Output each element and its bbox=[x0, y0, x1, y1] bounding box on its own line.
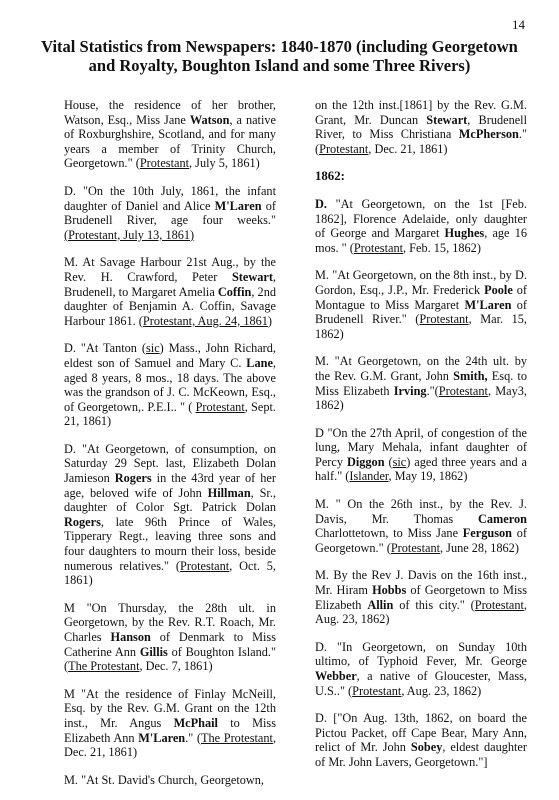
record-entry bbox=[315, 497, 527, 555]
record-entry bbox=[64, 184, 276, 242]
surname: Sobey bbox=[410, 740, 443, 755]
entry-text: D. "In Georgetown, on Sunday 10th ultimo, of Typhoid Fever, Mr. George bbox=[315, 639, 527, 669]
record-entry bbox=[315, 197, 527, 255]
entry-text: , June 28, 1862) bbox=[440, 540, 519, 555]
entry-text: , 2nd daughter of Benjamin A. Coffin, Savage Harbour 1861. ( bbox=[64, 284, 276, 328]
entry-text: , Mar. 15, 1862) bbox=[315, 312, 527, 341]
surname: Allin bbox=[367, 597, 394, 612]
surname: Rogers bbox=[64, 514, 101, 529]
source-reference: Protestant bbox=[319, 141, 369, 156]
record-entry bbox=[315, 354, 527, 412]
record-entry bbox=[64, 773, 276, 788]
entry-text: on the 12th inst.[1861] by the Rev. G.M. Grant, Mr. Duncan bbox=[315, 98, 527, 127]
record-entry bbox=[64, 687, 276, 760]
entry-text: M "On Thursday, the 28th ult. in Georgetown, by the Rev. R.T. Roach, Mr. Charles bbox=[64, 600, 276, 644]
page-title: Vital Statistics from Newspapers: 1840-1870 (including Georgetown and Royalty, Boughton Island and some Three Rivers) bbox=[41, 37, 518, 75]
surname: Diggon bbox=[346, 454, 385, 469]
entry-text: D. "At Tanton ( bbox=[64, 341, 146, 356]
entry-text: , Sr., daughter of Color Sgt. Patrick Dolan bbox=[64, 485, 276, 515]
entry-text: Charlottetown, to Miss Jane bbox=[315, 526, 463, 541]
entry-text: D "On the 27th April, of congestion of the lung, Mary Mehala, infant daughter of Percy bbox=[315, 425, 527, 469]
entry-text: , a native of Roxburghshire, Scotland, and for many years a member of Trinity Church, Georgetown." ( bbox=[64, 112, 276, 171]
surname: Stewart bbox=[231, 269, 273, 284]
entry-text: , July 5, 1861) bbox=[189, 156, 260, 171]
source-reference: Protestant bbox=[180, 558, 230, 573]
entry-text: , Aug. 23, 1862) bbox=[315, 597, 527, 627]
record-entry bbox=[315, 268, 527, 341]
record-entry bbox=[315, 568, 527, 626]
surname: Smith, bbox=[453, 368, 488, 383]
surname: McPherson bbox=[458, 127, 519, 142]
source-reference: Protestant bbox=[419, 312, 469, 327]
surname: Coffin bbox=[217, 284, 252, 299]
source-reference: (Protestant, July 13, 1861) bbox=[64, 227, 195, 242]
entry-text: ( bbox=[384, 454, 393, 469]
entry-text: of this city." ( bbox=[393, 597, 475, 612]
entry-text: M. " On the 26th inst., by the Rev. J. Davis, Mr. Thomas bbox=[315, 497, 527, 526]
entry-text: of Denmark to Miss Catherine Ann bbox=[64, 630, 277, 659]
entry-text: "At Georgetown, on the 1st [Feb. 1862], Florence Adelaide, only daughter of George and Margaret bbox=[315, 196, 527, 241]
entry-text: , Dec. 7, 1861) bbox=[139, 659, 213, 674]
entry-text: , Dec. 21, 1861) bbox=[64, 730, 277, 760]
surname: M'Laren bbox=[214, 198, 262, 213]
source-reference: Islander bbox=[349, 469, 389, 484]
entry-text: , May 19, 1862) bbox=[388, 469, 468, 484]
entry-text: , May3, 1862) bbox=[315, 383, 527, 413]
entry-text: ) aged three years and a half." ( bbox=[315, 454, 528, 484]
entry-text: M. "At St. David's Church, Georgetown, bbox=[64, 772, 264, 787]
record-entry bbox=[315, 426, 527, 484]
record-entry bbox=[315, 640, 527, 698]
entry-text: , Dec. 21, 1861) bbox=[368, 141, 448, 156]
entry-text: , Brudenell, to Margaret Amelia bbox=[64, 269, 276, 299]
entry-text: , a native of Gloucester, Mass, U.S.." ( bbox=[315, 669, 527, 698]
record-entry bbox=[64, 98, 276, 171]
record-entry bbox=[64, 255, 276, 328]
entry-text: M "At the residence of Finlay McNeill, Esq. by the Rev. G.M. Grant on the 12th inst., Mr. Angus bbox=[64, 686, 276, 730]
surname: McPhail bbox=[173, 715, 218, 730]
surname: Webber bbox=[315, 669, 357, 683]
surname: Poole bbox=[484, 282, 513, 297]
entry-text: , Feb. 15, 1862) bbox=[403, 240, 481, 255]
entry-text: House, the residence of her brother, Watson, Esq., Miss Jane bbox=[64, 98, 276, 127]
source-reference: The Protestant bbox=[200, 730, 273, 745]
entry-text: , age 16 mos. " ( bbox=[315, 226, 527, 255]
entry-text: D. ["On Aug. 13th, 1862, on board the Pictou Packet, off Cape Bear, Mary Ann, relict of Mr. John bbox=[315, 711, 527, 755]
source-reference: Protestant bbox=[353, 240, 404, 255]
entry-text: in the 43rd year of her age, beloved wife of John bbox=[64, 471, 276, 500]
source-reference: sic bbox=[392, 454, 407, 469]
entry-text: , aged 8 years, 8 mos., 18 days. The above was the grandson of J. C. McKeown, Esq., of Georgetown,. P.E.I.. " ( bbox=[64, 355, 276, 414]
surname: Hanson bbox=[110, 630, 151, 644]
entry-text: of Brudenell River." ( bbox=[315, 297, 527, 327]
record-entry bbox=[64, 442, 276, 588]
source-reference: Protestant bbox=[390, 540, 441, 555]
entry-text: , late 96th Prince of Wales, Tipperary Regt., leaving three sons and four daughters to mourn their loss, beside numerous relatives." ( bbox=[64, 514, 276, 573]
year-heading: 1862: bbox=[315, 169, 345, 184]
entry-text: , Aug. 23, 1862) bbox=[401, 683, 482, 698]
surname: Gillis bbox=[139, 644, 168, 659]
entry-text: M. "At Georgetown, on the 8th inst., by D. Gordon, Esq., J.P., Mr. Frederick bbox=[315, 268, 527, 297]
surname: Cameron bbox=[478, 511, 527, 526]
entry-text: ."( bbox=[426, 383, 439, 398]
entry-text: , Oct. 5, 1861) bbox=[64, 558, 276, 588]
record-entry bbox=[64, 601, 276, 674]
entry-text: ." ( bbox=[315, 127, 527, 156]
surname: Stewart bbox=[426, 112, 468, 127]
entry-text: M. By the Rev J. Davis on the 16th inst., Mr. Hiram bbox=[315, 568, 527, 598]
surname: D. bbox=[315, 196, 327, 211]
record-entry bbox=[315, 98, 527, 156]
source-reference: sic bbox=[146, 341, 160, 356]
surname: Hillman bbox=[207, 485, 251, 500]
surname: M'Laren bbox=[464, 297, 512, 312]
entry-text: Esq. to Miss Elizabeth bbox=[315, 368, 528, 398]
entry-text: , Sept. 21, 1861) bbox=[64, 399, 276, 429]
source-reference: Protestant bbox=[438, 383, 488, 398]
entry-text: to Miss Elizabeth Ann bbox=[64, 715, 277, 745]
entry-text: , Brudenell River, to Miss Christiana bbox=[315, 112, 528, 142]
entry-text: ) bbox=[267, 313, 273, 328]
entry-text: ) Mass., John Richard, eldest son of Samuel and Mary C. bbox=[64, 341, 276, 370]
page-number: 14 bbox=[512, 17, 525, 32]
source-reference: The Protestant bbox=[68, 659, 140, 674]
right-column bbox=[315, 98, 527, 783]
surname: Lane bbox=[246, 355, 273, 370]
source-reference: Protestant bbox=[352, 683, 402, 698]
entry-text: of Georgetown to Miss Elizabeth bbox=[315, 583, 527, 612]
surname: Ferguson bbox=[462, 526, 512, 541]
record-entry bbox=[64, 341, 276, 429]
entry-text: D. "At Georgetown, of consumption, on Saturday 29 Sept. last, Elizabeth Dolan Jamieson bbox=[64, 441, 276, 486]
surname: Hughes bbox=[444, 226, 485, 241]
source-reference: Protestant bbox=[139, 156, 190, 171]
surname: Irving bbox=[393, 383, 427, 398]
entry-text: of Georgetown." ( bbox=[315, 526, 527, 555]
surname: Hobbs bbox=[372, 583, 407, 598]
surname: Watson bbox=[189, 112, 230, 127]
surname: Rogers bbox=[114, 471, 152, 486]
entry-text: of Boughton Island." ( bbox=[64, 644, 276, 674]
source-reference: Protestant bbox=[195, 399, 245, 414]
surname: M'Laren bbox=[138, 730, 186, 745]
entry-text: M. At Savage Harbour 21st Aug., by the Rev. H. Crawford, Peter bbox=[64, 255, 276, 284]
entry-text: D. "On the 10th July, 1861, the infant daughter of Daniel and Alice bbox=[64, 183, 276, 213]
entry-text: ." ( bbox=[185, 730, 201, 745]
source-reference: Protestant, Aug. 24, 1861 bbox=[142, 313, 268, 328]
entry-text: , eldest daughter of Mr. John Lavers, Georgetown."] bbox=[315, 740, 527, 769]
entry-text: of Brudenell River, age four weeks." bbox=[64, 198, 276, 228]
entry-text: M. "At Georgetown, on the 24th ult. by the Rev. G.M. Grant, John bbox=[315, 354, 527, 383]
left-column bbox=[64, 98, 276, 800]
source-reference: Protestant bbox=[474, 597, 524, 612]
record-entry bbox=[315, 711, 527, 769]
entry-text: of Montague to Miss Margaret bbox=[315, 282, 527, 312]
